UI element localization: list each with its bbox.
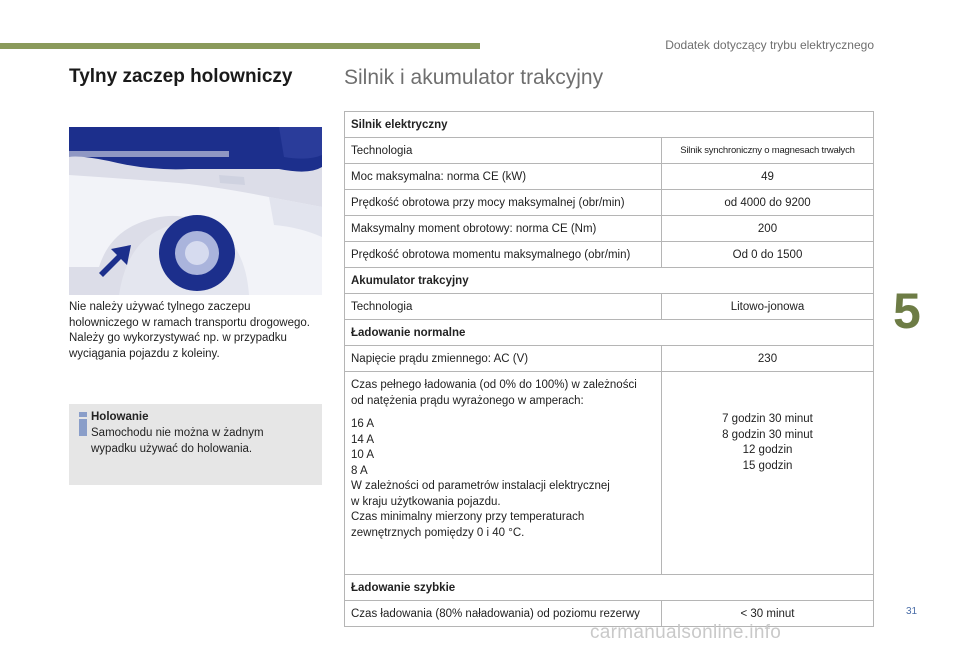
row-label: Napięcie prądu zmiennego: AC (V) [345,346,662,372]
row-value: Od 0 do 1500 [662,242,874,268]
row-label: Maksymalny moment obrotowy: norma CE (Nm) [345,216,662,242]
paragraph-line: holowniczego w ramach transportu drogowego. [69,316,310,329]
amp-value: 14 A [351,433,375,446]
table-row [345,138,874,164]
charge-time-label [345,372,662,575]
towing-warning-paragraph [69,300,339,362]
table-row [345,242,874,268]
note-line: W zależności od parametrów instalacji elektrycznej [351,480,610,492]
right-heading: Silnik i akumulator trakcyjny [344,66,604,89]
duration-value: 7 godzin 30 minut [722,413,813,425]
note-line: Samochodu nie można w żadnym [91,427,264,439]
info-icon [77,412,89,436]
left-heading: Tylny zaczep holowniczy [69,66,293,87]
tow-hitch-illustration [69,127,322,295]
chapter-number: 5 [893,283,921,339]
note-title: Holowanie [91,411,149,423]
paragraph-line: wyciągania pojazdu z koleiny. [69,347,220,360]
section-title: Silnik elektryczny [345,112,874,138]
duration-value: 12 godzin [742,444,793,456]
table-row-charge-time [345,372,874,575]
row-label: Prędkość obrotowa momentu maksymalnego (obr/min) [345,242,662,268]
row-value: od 4000 do 9200 [662,190,874,216]
amp-value: 8 A [351,464,368,477]
note-line: Czas minimalny mierzony przy temperaturach [351,511,585,523]
duration-value: 8 godzin 30 minut [722,428,813,441]
section-row-battery [345,268,874,294]
section-title: Dodatek dotyczący trybu elektrycznego [665,38,874,52]
spec-table [344,111,874,627]
row-label: Prędkość obrotowa przy mocy maksymalnej (obr/min) [345,190,662,216]
towing-note-box [69,404,322,485]
duration-value: 15 godzin [742,459,793,472]
row-value: 49 [662,164,874,190]
note-text [91,426,311,457]
note-line: zewnętrznych pomiędzy 0 i 40 °C. [351,526,525,539]
section-row-motor [345,112,874,138]
note-line: w kraju użytkowania pojazdu. [351,495,501,508]
row-label: Czas ładowania (80% naładowania) od poziomu rezerwy [345,601,662,627]
amp-value: 10 A [351,449,375,461]
section-row-fast-charging [345,575,874,601]
label-line: Czas pełnego ładowania (od 0% do 100%) w zależności [351,379,637,391]
table-row [345,346,874,372]
page-number: 31 [906,606,918,617]
header-accent-bar [0,43,480,49]
table-row [345,294,874,320]
note-line: wypadku używać do holowania. [91,442,253,455]
section-title: Ładowanie normalne [345,320,874,346]
row-value: Silnik synchroniczny o magnesach trwałych [662,138,874,164]
row-value: 200 [662,216,874,242]
section-row-normal-charging [345,320,874,346]
watermark: carmanualsonline.info [590,622,782,643]
row-value: Litowo-jonowa [662,294,874,320]
paragraph-line: Należy go wykorzystywać np. w przypadku [69,332,287,344]
table-row [345,190,874,216]
amp-value: 16 A [351,418,375,430]
charge-time-values [662,372,874,575]
row-label: Technologia [345,294,662,320]
label-line: od natężenia prądu wyrażonego w amperach: [351,394,584,407]
paragraph-line: Nie należy używać tylnego zaczepu [69,301,251,313]
table-row [345,216,874,242]
section-title: Akumulator trakcyjny [345,268,874,294]
row-label: Moc maksymalna: norma CE (kW) [345,164,662,190]
row-label: Technologia [345,138,662,164]
table-row [345,164,874,190]
section-title: Ładowanie szybkie [345,575,874,601]
row-value: 230 [662,346,874,372]
row-value: < 30 minut [662,601,874,627]
